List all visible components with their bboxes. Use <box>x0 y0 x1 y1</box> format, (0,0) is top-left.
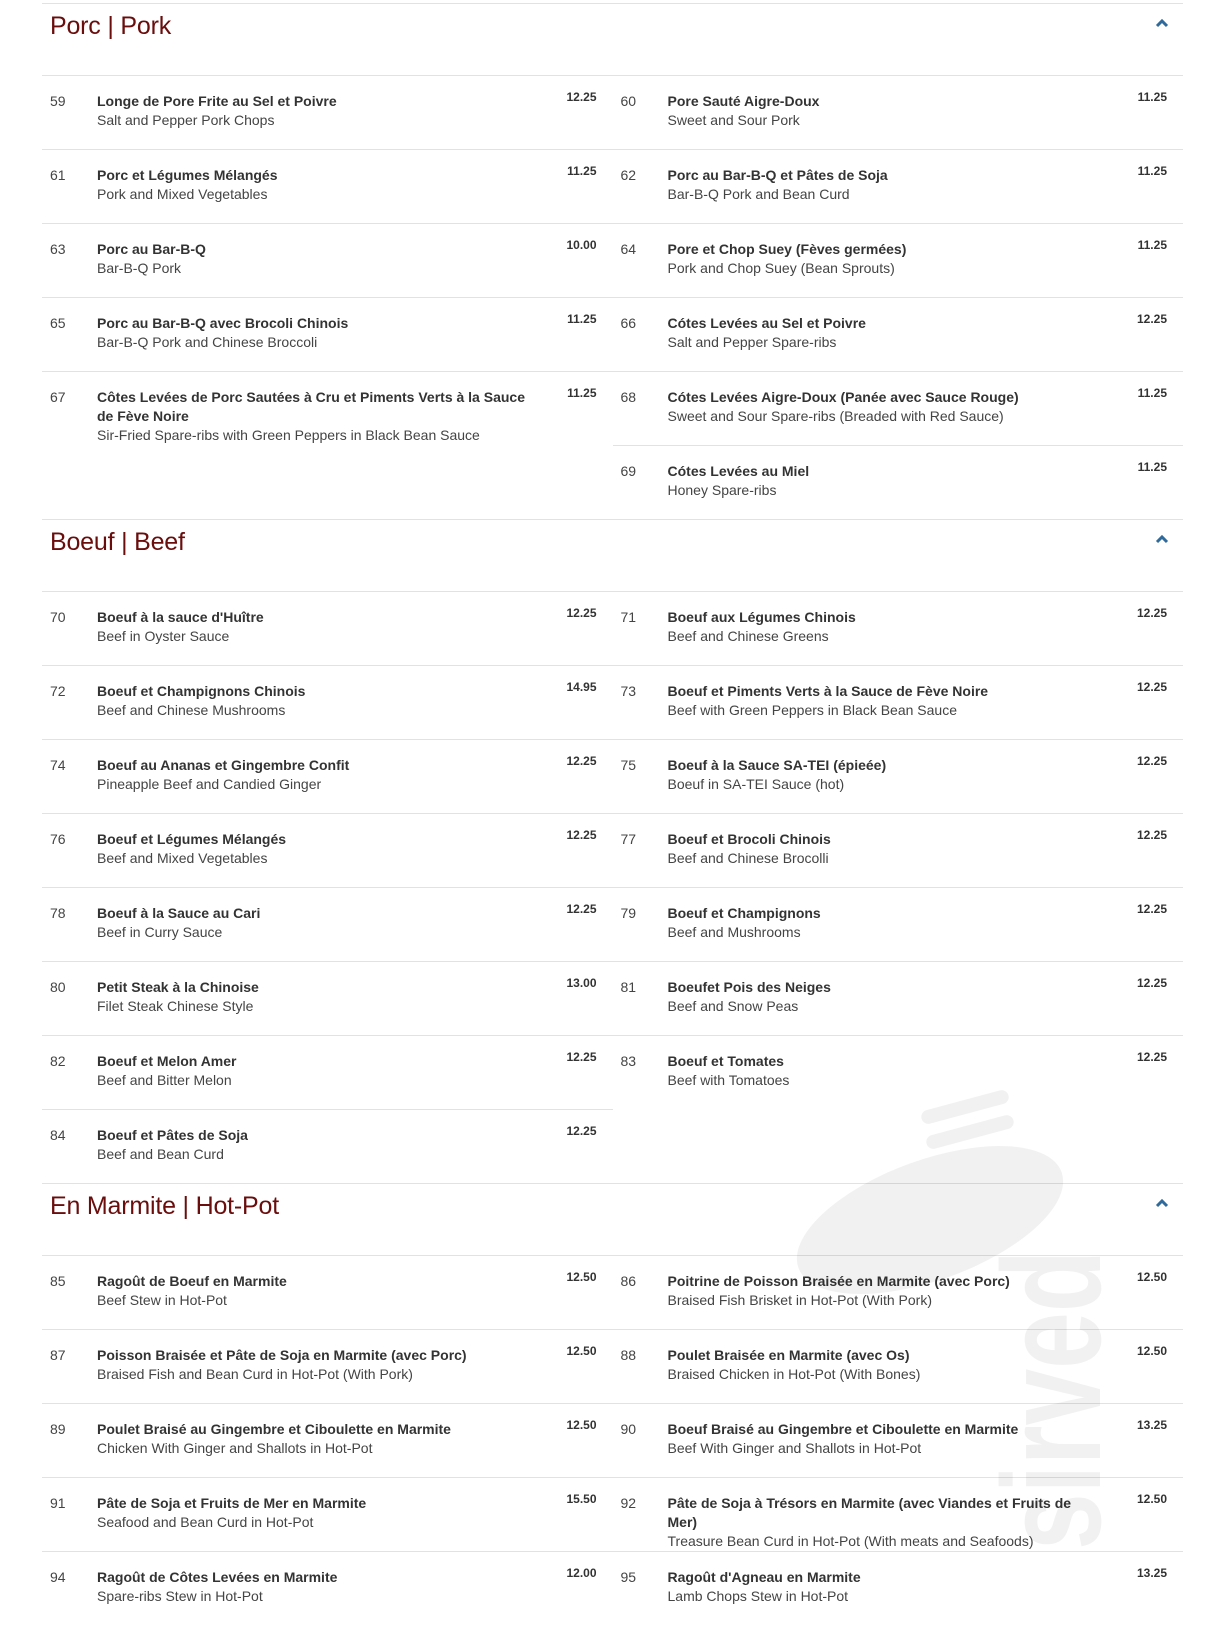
chevron-up-icon[interactable] <box>1155 18 1169 28</box>
item-price: 14.95 <box>566 680 597 694</box>
menu-item[interactable] <box>42 887 613 961</box>
menu-item[interactable] <box>42 1551 613 1625</box>
left-column <box>42 1255 613 1625</box>
item-number: 83 <box>620 1053 637 1069</box>
item-name-fr: Pâte de Soja et Fruits de Mer en Marmite <box>97 1495 367 1511</box>
item-name-fr: Boeuf au Ananas et Gingembre Confit <box>97 757 350 773</box>
item-name-en: Bar-B-Q Pork and Bean Curd <box>667 186 850 202</box>
menu-item[interactable] <box>613 223 1184 297</box>
item-name-en: Beef and Mixed Vegetables <box>97 850 268 866</box>
item-number: 79 <box>620 905 637 921</box>
item-number: 63 <box>50 241 66 257</box>
item-number: 75 <box>620 757 637 773</box>
item-price: 12.25 <box>1136 312 1167 326</box>
item-price: 12.25 <box>1136 606 1167 620</box>
item-price: 12.50 <box>566 1270 597 1284</box>
item-number: 88 <box>620 1347 637 1363</box>
item-number: 59 <box>50 93 66 109</box>
item-name-en: Pineapple Beef and Candied Ginger <box>97 776 322 792</box>
item-price: 15.50 <box>566 1492 597 1506</box>
section-title: Boeuf | Beef <box>50 528 185 556</box>
item-price: 12.00 <box>566 1566 597 1580</box>
item-price: 12.50 <box>566 1344 597 1358</box>
section-items <box>42 75 1183 519</box>
item-name-en: Bar-B-Q Pork and Chinese Broccoli <box>97 334 318 350</box>
item-price: 12.25 <box>1136 680 1167 694</box>
menu-list <box>42 0 1183 1625</box>
item-number: 74 <box>50 757 66 773</box>
item-name-en: Salt and Pepper Spare-ribs <box>667 334 837 350</box>
item-name-fr: Boeuf à la Sauce au Cari <box>97 905 261 921</box>
item-name-fr: Boeuf et Piments Verts à la Sauce de Fève Noire <box>667 683 989 699</box>
item-name-en: Beef and Mushrooms <box>667 924 801 940</box>
item-name-en: Beef and Chinese Mushrooms <box>97 702 286 718</box>
item-price: 10.00 <box>566 238 597 252</box>
item-name-en: Seafood and Bean Curd in Hot-Pot <box>97 1514 314 1530</box>
item-name-fr: Boeufet Pois des Neiges <box>667 979 831 995</box>
menu-item[interactable] <box>613 961 1184 1035</box>
item-number: 82 <box>50 1053 66 1069</box>
item-number: 69 <box>620 463 637 479</box>
menu-item[interactable] <box>613 1255 1184 1329</box>
item-name-fr: Boeuf aux Légumes Chinois <box>667 609 856 625</box>
section-title: Porc | Pork <box>50 12 171 40</box>
item-name-fr: Boeuf et Légumes Mélangés <box>97 831 287 847</box>
item-number: 77 <box>620 831 637 847</box>
menu-item[interactable] <box>42 665 613 739</box>
item-name-fr: Ragoût de Boeuf en Marmite <box>97 1273 287 1289</box>
item-name-fr: Boeuf à la Sauce SA-TEI (épieée) <box>667 757 887 773</box>
item-name-fr: Boeuf Braisé au Gingembre et Ciboulette en Marmite <box>667 1421 1019 1437</box>
menu-item[interactable] <box>613 1035 1184 1109</box>
menu-item[interactable] <box>42 813 613 887</box>
menu-item[interactable] <box>42 149 613 223</box>
item-name-fr: Boeuf à la sauce d'Huître <box>97 609 264 625</box>
item-number: 64 <box>620 241 637 257</box>
item-number: 92 <box>620 1495 637 1511</box>
item-number: 73 <box>620 683 637 699</box>
menu-item[interactable] <box>613 1403 1184 1477</box>
item-name-fr: Poulet Braisée en Marmite (avec Os) <box>667 1347 910 1363</box>
item-name-fr: Petit Steak à la Chinoise <box>97 979 259 995</box>
item-name-en: Pork and Mixed Vegetables <box>97 186 268 202</box>
item-number: 78 <box>50 905 66 921</box>
item-name-fr: Porc au Bar-B-Q et Pâtes de Soja <box>667 167 888 183</box>
item-name-en: Honey Spare-ribs <box>667 482 777 498</box>
item-name-fr: Boeuf et Brocoli Chinois <box>667 831 831 847</box>
item-number: 65 <box>50 315 66 331</box>
item-number: 91 <box>50 1495 66 1511</box>
item-name-en: Chicken With Ginger and Shallots in Hot-Pot <box>97 1440 373 1456</box>
menu-item[interactable] <box>42 1403 613 1477</box>
item-number: 86 <box>620 1273 637 1289</box>
item-name-en: Beef Stew in Hot-Pot <box>97 1292 227 1308</box>
menu-item[interactable] <box>42 961 613 1035</box>
item-price: 12.50 <box>1136 1492 1167 1506</box>
item-name-en: Beef in Oyster Sauce <box>97 628 230 644</box>
menu-item[interactable] <box>613 739 1184 813</box>
menu-item[interactable] <box>42 223 613 297</box>
menu-item[interactable] <box>42 739 613 813</box>
item-number: 62 <box>620 167 637 183</box>
menu-item[interactable] <box>42 297 613 371</box>
item-name-fr: Cótes Levées au Miel <box>667 463 810 479</box>
item-price: 12.25 <box>566 754 597 768</box>
menu-item[interactable] <box>613 1551 1184 1625</box>
right-column <box>613 75 1184 519</box>
section-items <box>42 591 1183 1183</box>
item-name-fr: Longe de Pore Frite au Sel et Poivre <box>97 93 337 109</box>
menu-item[interactable] <box>42 1109 613 1183</box>
item-price: 12.25 <box>1136 754 1167 768</box>
menu-item[interactable] <box>42 75 613 149</box>
menu-item[interactable] <box>42 1255 613 1329</box>
item-name-en: Spare-ribs Stew in Hot-Pot <box>97 1588 263 1604</box>
item-name-fr: Boeuf et Tomates <box>667 1053 784 1069</box>
item-number: 70 <box>50 609 66 625</box>
chevron-up-icon[interactable] <box>1155 1198 1169 1208</box>
item-name-en: Beef With Ginger and Shallots in Hot-Pot <box>667 1440 922 1456</box>
item-number: 84 <box>50 1127 66 1143</box>
item-number: 80 <box>50 979 66 995</box>
item-name-en: Braised Fish and Bean Curd in Hot-Pot (With Pork) <box>97 1366 413 1382</box>
item-name-en: Beef in Curry Sauce <box>97 924 223 940</box>
item-name-fr: Boeuf et Pâtes de Soja <box>97 1127 248 1143</box>
item-price: 12.25 <box>566 606 597 620</box>
menu-item[interactable] <box>42 591 613 665</box>
item-price: 12.25 <box>1136 1050 1167 1064</box>
menu-item[interactable] <box>613 371 1184 445</box>
item-name-en: Salt and Pepper Pork Chops <box>97 112 275 128</box>
item-name-fr: Boeuf et Melon Amer <box>97 1053 237 1069</box>
item-name-en: Beef and Bean Curd <box>97 1146 224 1162</box>
item-name-en: Sweet and Sour Spare-ribs (Breaded with Red Sauce) <box>667 408 1004 424</box>
item-price: 12.25 <box>566 1050 597 1064</box>
item-name-fr: Pore Sauté Aigre-Doux <box>667 93 820 109</box>
item-name-en: Sweet and Sour Pork <box>667 112 800 128</box>
item-number: 85 <box>50 1273 66 1289</box>
item-name-fr: Pâte de Soja à Trésors en Marmite (avec Viandes et Fruits de Mer) <box>667 1495 1072 1530</box>
item-name-en: Beef and Chinese Brocolli <box>667 850 829 866</box>
item-price: 11.25 <box>1137 460 1167 474</box>
item-name-fr: Côtes Levées de Porc Sautées à Cru et Piments Verts à la Sauce de Fève Noire <box>97 389 525 424</box>
menu-item[interactable] <box>613 149 1184 223</box>
menu-item[interactable] <box>42 1329 613 1403</box>
item-price: 13.25 <box>1136 1418 1167 1432</box>
item-price: 11.25 <box>567 164 597 178</box>
item-price: 12.25 <box>566 90 597 104</box>
item-name-en: Filet Steak Chinese Style <box>97 998 254 1014</box>
item-number: 71 <box>620 609 637 625</box>
item-name-fr: Cótes Levées au Sel et Poivre <box>667 315 866 331</box>
menu-section <box>42 519 1183 1183</box>
item-name-fr: Porc et Légumes Mélangés <box>97 167 278 183</box>
item-price: 12.25 <box>566 828 597 842</box>
menu-item[interactable] <box>613 297 1184 371</box>
item-number: 90 <box>620 1421 637 1437</box>
menu-item[interactable] <box>613 887 1184 961</box>
item-number: 81 <box>620 979 637 995</box>
item-name-fr: Ragoût d'Agneau en Marmite <box>667 1569 861 1585</box>
menu-item[interactable] <box>42 371 613 445</box>
item-price: 12.25 <box>1136 902 1167 916</box>
menu-item[interactable] <box>613 665 1184 739</box>
section-header[interactable] <box>42 520 1183 591</box>
item-name-en: Pork and Chop Suey (Bean Sprouts) <box>667 260 895 276</box>
item-price: 12.25 <box>1136 976 1167 990</box>
menu-item[interactable] <box>613 1477 1184 1551</box>
item-name-fr: Boeuf et Champignons <box>667 905 821 921</box>
item-price: 11.25 <box>1137 238 1167 252</box>
left-column <box>42 75 613 519</box>
item-name-en: Beef and Chinese Greens <box>667 628 829 644</box>
watermark-text: sirved <box>973 1137 1130 1550</box>
item-name-en: Sir-Fried Spare-ribs with Green Peppers in Black Bean Sauce <box>97 427 480 443</box>
item-name-en: Treasure Bean Curd in Hot-Pot (With meats and Seafoods) <box>667 1533 1034 1549</box>
item-name-fr: Porc au Bar-B-Q <box>97 241 206 257</box>
item-number: 67 <box>50 389 66 405</box>
item-price: 13.00 <box>566 976 597 990</box>
section-header[interactable] <box>42 1184 1183 1255</box>
item-price: 12.50 <box>566 1418 597 1432</box>
item-name-en: Braised Fish Brisket in Hot-Pot (With Pork) <box>667 1292 933 1308</box>
item-number: 72 <box>50 683 66 699</box>
item-name-en: Beef and Snow Peas <box>667 998 799 1014</box>
item-name-en: Boeuf in SA-TEI Sauce (hot) <box>667 776 845 792</box>
item-price: 12.50 <box>1136 1270 1167 1284</box>
item-name-fr: Porc au Bar-B-Q avec Brocoli Chinois <box>97 315 349 331</box>
item-price: 12.25 <box>566 1124 597 1138</box>
item-name-en: Lamb Chops Stew in Hot-Pot <box>667 1588 849 1604</box>
chevron-up-icon[interactable] <box>1155 534 1169 544</box>
item-price: 12.25 <box>566 902 597 916</box>
item-price: 11.25 <box>1137 386 1167 400</box>
item-price: 11.25 <box>567 312 597 326</box>
item-name-en: Braised Chicken in Hot-Pot (With Bones) <box>667 1366 921 1382</box>
menu-section <box>42 3 1183 519</box>
item-price: 13.25 <box>1136 1566 1167 1580</box>
menu-item[interactable] <box>613 445 1184 519</box>
item-name-en: Beef with Tomatoes <box>667 1072 790 1088</box>
menu-item[interactable] <box>613 591 1184 665</box>
menu-item[interactable] <box>42 1477 613 1551</box>
left-column <box>42 591 613 1183</box>
section-title: En Marmite | Hot-Pot <box>50 1192 279 1220</box>
item-name-en: Bar-B-Q Pork <box>97 260 182 276</box>
item-number: 76 <box>50 831 66 847</box>
item-name-fr: Poisson Braisée et Pâte de Soja en Marmite (avec Porc) <box>97 1347 467 1363</box>
item-name-fr: Ragoût de Côtes Levées en Marmite <box>97 1569 338 1585</box>
item-name-fr: Pore et Chop Suey (Fèves germées) <box>667 241 907 257</box>
item-price: 11.25 <box>1137 90 1167 104</box>
item-name-fr: Cótes Levées Aigre-Doux (Panée avec Sauce Rouge) <box>667 389 1019 405</box>
section-items <box>42 1255 1183 1625</box>
item-name-fr: Poulet Braisé au Gingembre et Ciboulette en Marmite <box>97 1421 451 1437</box>
item-name-en: Beef with Green Peppers in Black Bean Sauce <box>667 702 958 718</box>
item-price: 11.25 <box>1137 164 1167 178</box>
item-name-en: Beef and Bitter Melon <box>97 1072 232 1088</box>
menu-item[interactable] <box>613 75 1184 149</box>
menu-item[interactable] <box>613 813 1184 887</box>
item-price: 11.25 <box>567 386 597 400</box>
item-number: 87 <box>50 1347 66 1363</box>
item-number: 95 <box>620 1569 637 1585</box>
item-number: 94 <box>50 1569 66 1585</box>
item-price: 12.50 <box>1136 1344 1167 1358</box>
item-number: 66 <box>620 315 637 331</box>
menu-item[interactable] <box>613 1329 1184 1403</box>
item-number: 60 <box>620 93 637 109</box>
right-column <box>613 1255 1184 1625</box>
item-number: 89 <box>50 1421 66 1437</box>
item-name-fr: Boeuf et Champignons Chinois <box>97 683 306 699</box>
item-number: 61 <box>50 167 66 183</box>
section-header[interactable] <box>42 4 1183 75</box>
right-column <box>613 591 1184 1183</box>
item-name-fr: Poitrine de Poisson Braisée en Marmite (avec Porc) <box>667 1273 1010 1289</box>
menu-item[interactable] <box>42 1035 613 1109</box>
item-number: 68 <box>620 389 637 405</box>
item-price: 12.25 <box>1136 828 1167 842</box>
